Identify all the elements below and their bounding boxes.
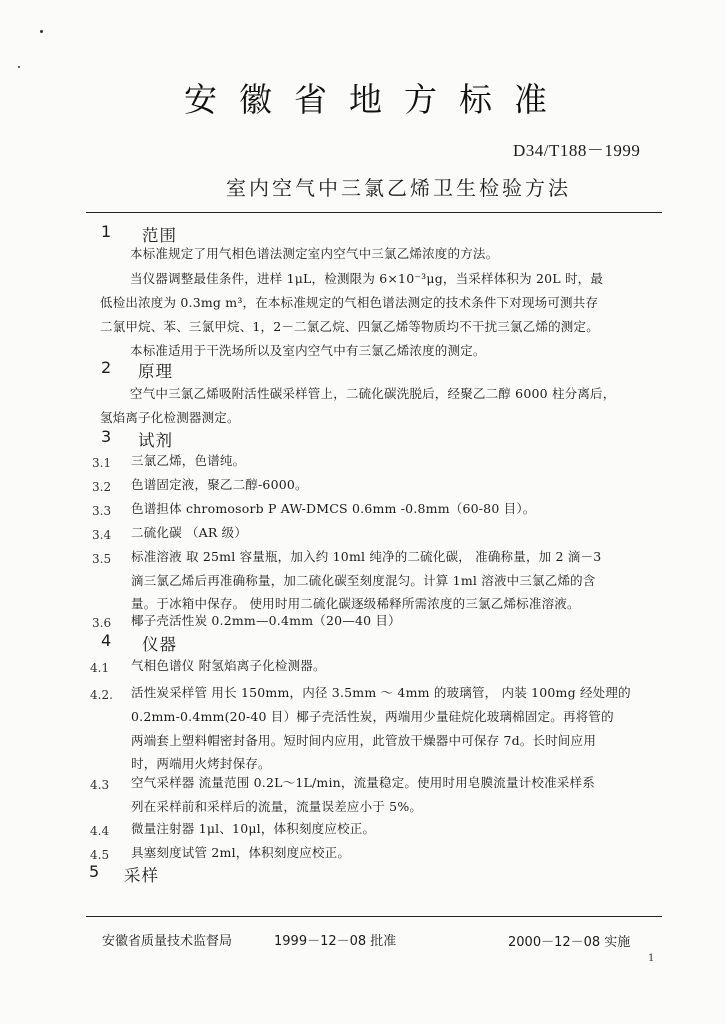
clause-number: 3.4 [92, 528, 112, 542]
section-2-number: 2 [101, 358, 112, 377]
clause-text: 空气采样器 流量范围 0.2L～1L/min，流量稳定。使用时用皂膜流量计校准采样系 [131, 775, 595, 790]
section-2-paragraph: 空气中三氯乙烯吸附活性碳采样管上，二硫化碳洗脱后，经聚乙二醇 6000 柱分离后， [130, 386, 616, 401]
clause-number: 3.2 [92, 480, 112, 494]
approval-date: 1999－12－08 批准 [274, 934, 397, 949]
clause-text: 二硫化碳 （AR 级） [131, 525, 248, 540]
clause-text: 色谱担体 chromosorb P AW-DMCS 0.6mm -0.8mm（60-80 目）。 [131, 501, 536, 516]
clause-text: 气相色谱仪 附氢焰离子化检测器。 [131, 658, 326, 673]
section-1-number: 1 [101, 222, 112, 241]
issuing-authority: 安徽省质量技术监督局 [102, 934, 233, 949]
clause-text: 0.2mm-0.4mm(20-40 目）椰子壳活性炭，两端用少量硅烷化玻璃棉固定。再将管的 [131, 709, 614, 724]
clause-number: 4.5 [90, 848, 110, 862]
clause-text: 标准溶液 取 25ml 容量瓶，加入约 10ml 纯净的二硫化碳， 准确称量，加 2 滴－3 [131, 549, 602, 564]
clause-text: 列在采样前和采样后的流量，流量误差应小于 5%。 [131, 799, 423, 814]
section-1-paragraph: 本标准规定了用气相色谱法测定室内空气中三氯乙烯浓度的方法。 [130, 246, 499, 261]
section-1-paragraph: 本标准适用于干洗场所以及室内空气中有三氯乙烯浓度的测定。 [130, 343, 486, 358]
clause-text: 具塞刻度试管 2ml，体积刻度应校正。 [131, 845, 351, 860]
title-rule [86, 212, 662, 213]
clause-number: 3.5 [92, 552, 112, 566]
section-5-title: 采样 [124, 866, 159, 885]
clause-text: 时，两端用火烤封保存。 [131, 756, 271, 771]
section-3-title: 试剂 [138, 431, 173, 450]
document-title: 室内空气中三氯乙烯卫生检验方法 [226, 176, 571, 200]
section-2-title: 原理 [138, 362, 173, 381]
footer-rule [86, 916, 662, 917]
scan-speck [18, 66, 20, 68]
standard-code: D34/T188－1999 [513, 141, 641, 160]
section-1-paragraph: 二氯甲烷、苯、三氯甲烷、1，2－二氯乙烷、四氯乙烯等物质均不干扰三氯乙烯的测定。 [100, 319, 599, 334]
clause-text: 两端套上塑料帽密封备用。短时间内应用，此管放干燥器中可保存 7d。长时间应用 [131, 733, 597, 748]
clause-number: 4.3 [90, 778, 110, 792]
section-4-number: 4 [101, 631, 112, 650]
section-1-paragraph: 低检出浓度为 0.3mg m³，在本标准规定的气相色谱法测定的技术条件下对现场可测共存 [100, 295, 599, 310]
effective-date: 2000－12－08 实施 [508, 935, 631, 950]
clause-number: 4.2. [90, 688, 113, 702]
standard-category-title: 安徽省地方标准 [184, 80, 569, 119]
scan-speck [40, 30, 43, 33]
section-1-paragraph: 当仪器调整最佳条件，进样 1μL，检测限为 6×10⁻³μg，当采样体积为 20L 时，最 [130, 271, 604, 286]
section-2-paragraph: 氢焰离子化检测器测定。 [100, 410, 240, 425]
section-4-title: 仪器 [142, 635, 177, 654]
clause-number: 4.4 [90, 824, 110, 838]
section-3-number: 3 [101, 427, 112, 446]
clause-text: 色谱固定液，聚乙二醇-6000。 [131, 477, 308, 492]
clause-number: 3.1 [92, 456, 112, 470]
clause-text: 微量注射器 1μl、10μl，体积刻度应校正。 [131, 821, 376, 836]
clause-text: 三氯乙烯，色谱纯。 [131, 453, 246, 468]
clause-number: 3.3 [92, 504, 112, 518]
clause-text: 量。于冰箱中保存。 使用时用二硫化碳逐级稀释所需浓度的三氯乙烯标准溶液。 [131, 596, 580, 611]
clause-text: 滴三氯乙烯后再准确称量，加二硫化碳至刻度混匀。计算 1ml 溶液中三氯乙烯的含 [131, 573, 596, 588]
section-5-number: 5 [89, 862, 100, 881]
clause-number: 3.6 [92, 616, 112, 630]
clause-text: 椰子壳活性炭 0.2mm—0.4mm（20—40 目） [131, 613, 401, 628]
page-mark: 1 [648, 953, 655, 964]
clause-number: 4.1 [90, 661, 110, 675]
section-1-title: 范围 [142, 226, 177, 245]
clause-text: 活性炭采样管 用长 150mm，内径 3.5mm ～ 4mm 的玻璃管， 内装 100mg 经处理的 [131, 685, 631, 700]
